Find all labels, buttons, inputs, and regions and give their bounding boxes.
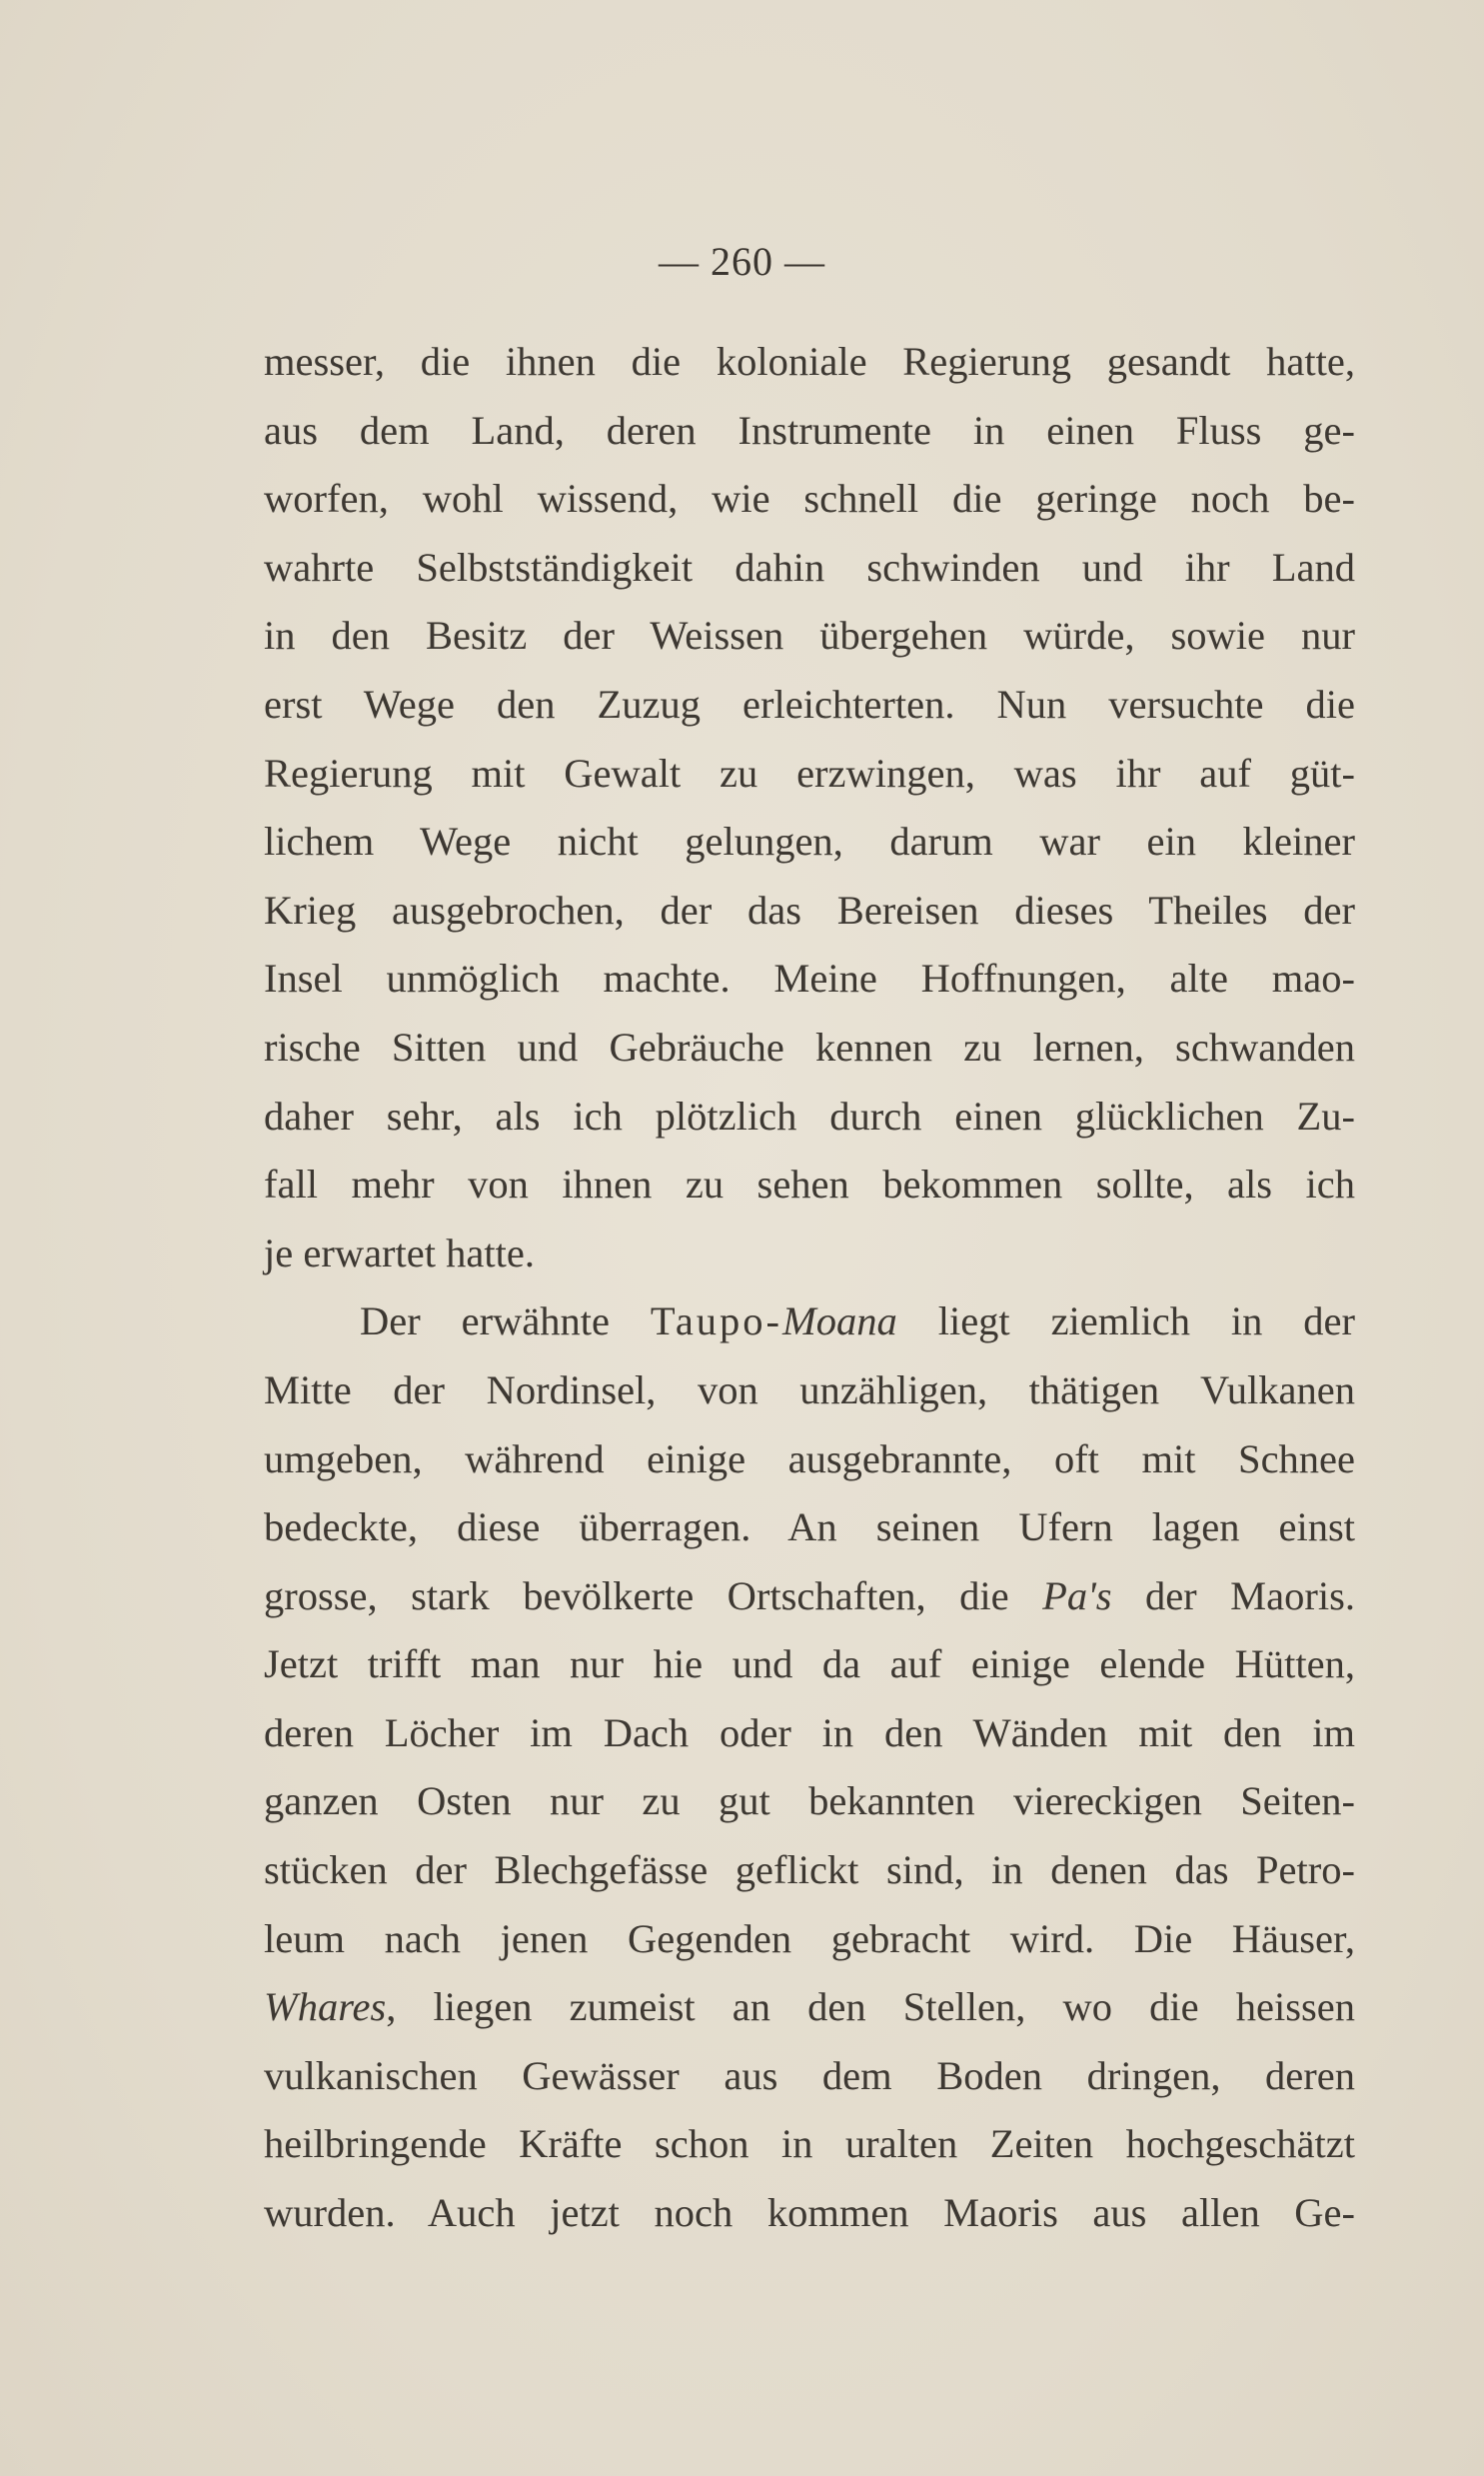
text-line: je erwartet hatte. bbox=[264, 1230, 535, 1275]
text-line: Jetzt trifft man nur hie und da auf einige elende Hütten, bbox=[264, 1641, 1355, 1687]
text-line: stücken der Blechgefässe geflickt sind, in denen das Petro- bbox=[264, 1847, 1355, 1893]
text-run: grosse, stark bevölkerte Ortschaften, die bbox=[264, 1572, 1043, 1618]
text-run: , liegen zumeist an den Stellen, wo die heissen bbox=[386, 1984, 1355, 2030]
text-line: messer, die ihnen die koloniale Regierung gesandt hatte, bbox=[264, 339, 1355, 384]
text-line: in den Besitz der Weissen übergehen würde, sowie nur bbox=[264, 613, 1355, 659]
term-pas: Pa's bbox=[1042, 1572, 1112, 1618]
text-line: deren Löcher im Dach oder in den Wänden mit den im bbox=[264, 1709, 1355, 1755]
text-line: lichem Wege nicht gelungen, darum war ein kleiner bbox=[264, 819, 1355, 865]
text-line bbox=[264, 1973, 1355, 2042]
place-name-taupo: Taupo- bbox=[650, 1298, 783, 1344]
text-line: Mitte der Nordinsel, von unzähligen, thätigen Vulkanen bbox=[264, 1366, 1355, 1412]
text-line: heilbringende Kräfte schon in uralten Zeiten hochgeschätzt bbox=[264, 2121, 1355, 2167]
text-run: liegt ziemlich in der bbox=[896, 1298, 1356, 1344]
text-run: Der erwähnte bbox=[360, 1298, 651, 1344]
text-line: wurden. Auch jetzt noch kommen Maoris aus allen Ge- bbox=[264, 2190, 1355, 2236]
text-line: umgeben, während einige ausgebrannte, oft mit Schnee bbox=[264, 1435, 1355, 1481]
page-number: — 260 — bbox=[659, 239, 825, 284]
body-text bbox=[264, 328, 1355, 2248]
text-line: erst Wege den Zuzug erleichterten. Nun versuchte die bbox=[264, 681, 1355, 727]
text-line: daher sehr, als ich plötzlich durch einen glücklichen Zu- bbox=[264, 1093, 1355, 1139]
place-name-moana: Moana bbox=[782, 1298, 897, 1344]
text-line: fall mehr von ihnen zu sehen bekommen sollte, als ich bbox=[264, 1162, 1355, 1208]
text-line: bedeckte, diese überragen. An seinen Ufern lagen einst bbox=[264, 1504, 1355, 1550]
text-line: aus dem Land, deren Instrumente in einen Fluss ge- bbox=[264, 407, 1355, 453]
text-line: vulkanischen Gewässer aus dem Boden dringen, deren bbox=[264, 2052, 1355, 2098]
text-line: wahrte Selbstständigkeit dahin schwinden und ihr Land bbox=[264, 544, 1355, 590]
text-line: Regierung mit Gewalt zu erzwingen, was ihr auf güt- bbox=[264, 750, 1355, 796]
text-line bbox=[264, 1562, 1355, 1631]
text-line: Krieg ausgebrochen, der das Bereisen dieses Theiles der bbox=[264, 887, 1355, 933]
term-whares: Whares bbox=[264, 1984, 387, 2030]
text-line: ganzen Osten nur zu gut bekannten viereckigen Seiten- bbox=[264, 1778, 1355, 1824]
text-line: rische Sitten und Gebräuche kennen zu lernen, schwanden bbox=[264, 1024, 1355, 1070]
text-line: Insel unmöglich machte. Meine Hoffnungen, alte mao- bbox=[264, 956, 1355, 1002]
text-line: worfen, wohl wissend, wie schnell die geringe noch be- bbox=[264, 476, 1355, 522]
paragraph-2-first-line bbox=[264, 1287, 1355, 1356]
text-run: der Maoris. bbox=[1111, 1572, 1355, 1618]
text-line: leum nach jenen Gegenden gebracht wird. Die Häuser, bbox=[264, 1915, 1355, 1961]
